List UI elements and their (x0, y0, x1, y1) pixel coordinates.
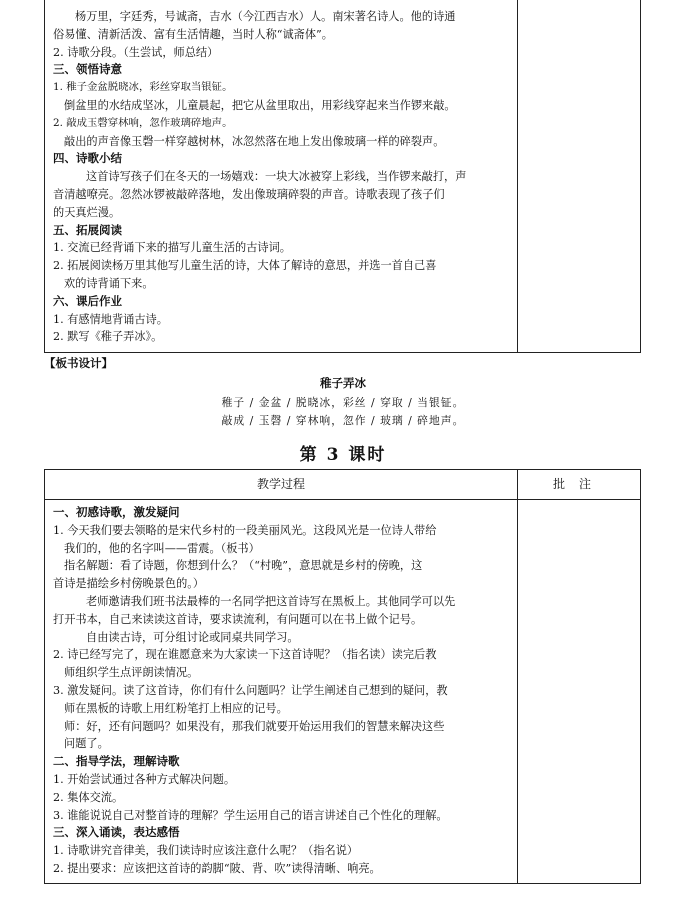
text-line: 俗易懂、清新活泼、富有生活情趣，当时人称“诚斋体”。 (53, 27, 333, 41)
text-line: 2. 敲成玉磬穿林响，忽作玻璃碎地声。 (53, 116, 233, 129)
text-line: 首诗是描绘乡村傍晚景色的。） (53, 577, 205, 591)
lesson-title: 第 3 课时 (299, 445, 387, 465)
board-design-title: 稚子弄冰 (320, 376, 366, 390)
text-line: 师：好，还有问题吗？如果没有，那我们就要开始运用我们的智慧来解决这些 (64, 719, 445, 733)
header-notes: 批注 (552, 477, 605, 491)
text-line: 1. 开始尝试通过各种方式解决问题。 (53, 772, 236, 786)
board-design-label: 【板书设计】 (44, 356, 113, 370)
text-line: 2. 拓展阅读杨万里其他写儿童生活的诗，大体了解诗的意思，并选一首自己喜 (53, 259, 437, 273)
section-heading: 三、深入诵读，表达感悟 (53, 825, 180, 840)
text-line: 我们的，他的名字叫——雷震。（板书） (64, 541, 260, 555)
text-line: 2. 诗歌分段。（生尝试，师总结） (53, 45, 219, 59)
text-line: 3. 谁能说说自己对整首诗的理解？学生运用自己的语言讲述自己个性化的理解。 (53, 808, 448, 822)
teaching-process-cell (53, 504, 511, 878)
board-design-line-1: 稚子 / 金盆 / 脱晓冰，彩丝 / 穿取 / 当银钲。 (221, 396, 465, 409)
text-line: 老师邀请我们班书法最棒的一名同学把这首诗写在黑板上。其他同学可以先 (86, 594, 456, 608)
notes-cell (518, 500, 640, 883)
text-line: 师在黑板的诗歌上用红粉笔打上相应的记号。 (64, 701, 288, 715)
board-design-line-2: 敲成 / 玉磬 / 穿林响，忽作 / 玻璃 / 碎地声。 (221, 414, 465, 427)
text-line: 敲出的声音像玉磬一样穿越树林，冰忽然落在地上发出像玻璃一样的碎裂声。 (64, 134, 445, 148)
text-line: 2. 诗已经写完了，现在谁愿意来为大家读一下这首诗呢？（指名读）读完后教 (53, 648, 437, 662)
text-line: 2. 默写《稚子弄冰》。 (53, 330, 163, 344)
text-line: 1. 稚子金盆脱晓冰，彩丝穿取当银钲。 (53, 81, 233, 94)
text-line: 1. 今天我们要去领略的是宋代乡村的一段美丽风光。这段风光是一位诗人带给 (53, 523, 437, 537)
section-heading: 六、课后作业 (53, 293, 122, 308)
text-line: 1. 有感情地背诵古诗。 (53, 312, 168, 326)
text-line: 问题了。 (64, 737, 109, 751)
text-line: 的天真烂漫。 (53, 205, 121, 219)
text-line: 1. 交流已经背诵下来的描写儿童生活的古诗词。 (53, 241, 291, 255)
text-line: 欢的诗背诵下来。 (64, 276, 154, 290)
text-line: 音清越嘹亮。忽然冰锣被敲碎落地，发出像玻璃碎裂的声音。诗歌表现了孩子们 (53, 187, 445, 201)
notes-cell (518, 0, 640, 352)
text-line: 这首诗写孩子们在冬天的一场嬉戏：一块大冰被穿上彩线，当作锣来敲打，声 (86, 170, 467, 184)
section-heading: 二、指导学法，理解诗歌 (53, 754, 180, 769)
table-header (45, 470, 640, 500)
section-heading: 一、初感诗歌，激发疑问 (53, 505, 180, 519)
text-line: 指名解题：看了诗题，你想到什么？（“村晚”，意思就是乡村的傍晚，这 (64, 559, 423, 573)
header-teaching-process: 教学过程 (256, 477, 305, 491)
text-line: 1. 诗歌讲究音律美，我们读诗时应该注意什么呢？（指名说） (53, 844, 359, 858)
lesson-3-table (44, 469, 641, 884)
text-line: 自由读古诗，可分组讨论或同桌共同学习。 (86, 630, 299, 644)
section-heading: 三、领悟诗意 (53, 62, 122, 77)
section-heading: 四、诗歌小结 (53, 151, 122, 166)
text-line: 杨万里，字廷秀，号诚斋，吉水（今江西吉水）人。南宋著名诗人。他的诗通 (75, 10, 456, 23)
teaching-process-cell (53, 8, 511, 346)
text-line: 2. 集体交流。 (53, 790, 124, 804)
text-line: 打开书本，自己来读读这首诗，要求读流利，有问题可以在书上做个记号。 (53, 612, 423, 626)
text-line: 师组织学生点评朗读情况。 (64, 666, 199, 680)
section-heading: 五、拓展阅读 (53, 222, 122, 237)
text-line: 2. 提出要求：应该把这首诗的韵脚“陂、背、吹”读得清晰、响亮。 (53, 861, 381, 875)
text-line: 倒盆里的水结成坚冰，儿童晨起，把它从盆里取出，用彩线穿起来当作锣来敲。 (64, 98, 456, 112)
text-line: 3. 激发疑问。读了这首诗，你们有什么问题吗？让学生阐述自己想到的疑问，教 (53, 683, 448, 697)
lesson-table-continued (44, 0, 641, 353)
